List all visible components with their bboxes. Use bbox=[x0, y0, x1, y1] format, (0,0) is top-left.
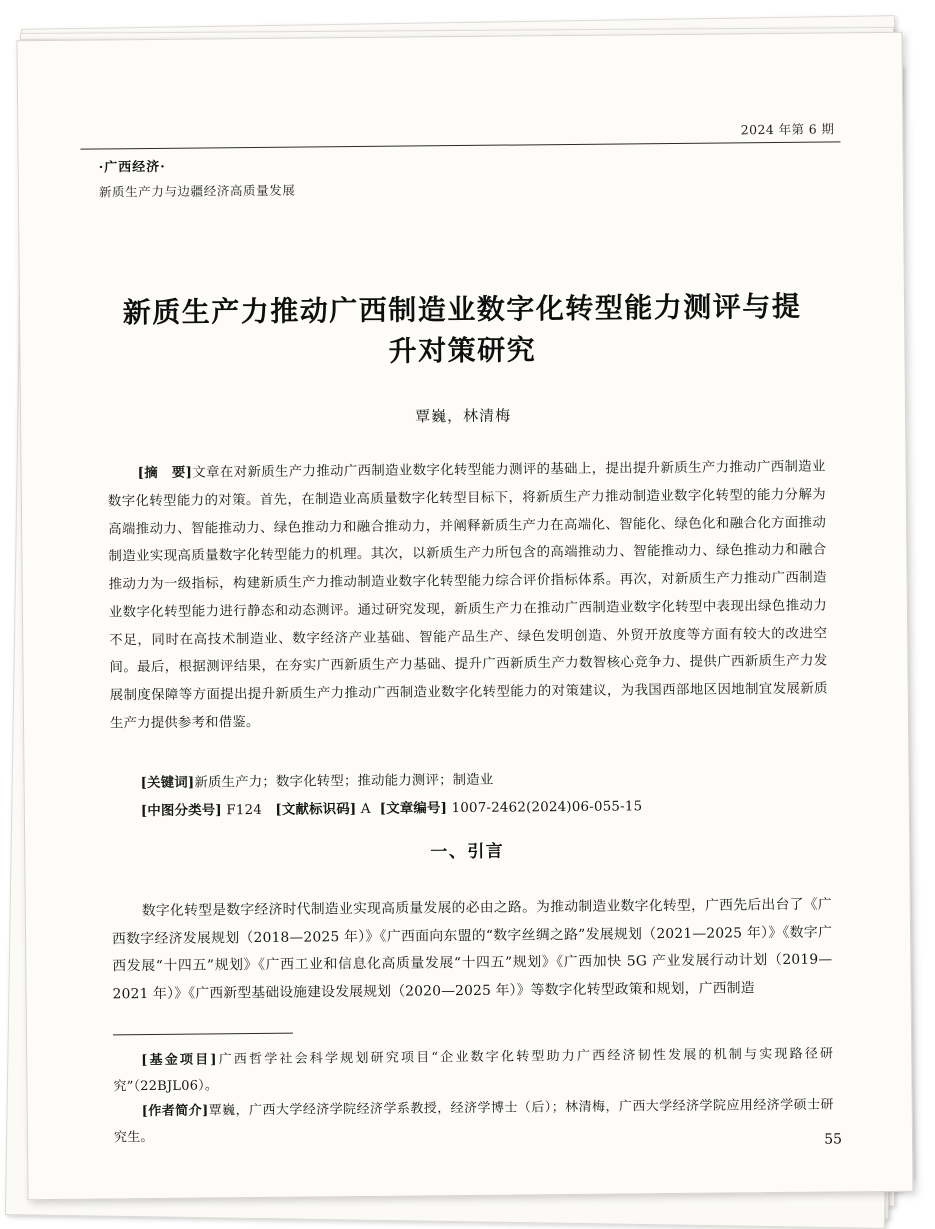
clc-value: F124 bbox=[226, 802, 263, 819]
article-id-value: 1007-2462(2024)06-055-15 bbox=[451, 799, 643, 817]
doc-code-label: [文献标识码] bbox=[275, 801, 357, 818]
footnote-author-text: 覃巍，广西大学经济学院经济学系教授，经济学博士（后）；林清梅，广西大学经济学院应用经济学硕士研究生。 bbox=[113, 1097, 834, 1146]
abstract-text: 文章在对新质生产力推动广西制造业数字化转型能力测评的基础上，提出提升新质生产力推动广西制造业数字化转型能力的对策。首先，在制造业高质量数字化转型目标下，将新质生产力推动制造业数字化转型的能力分解为高端推动力、智能推动力、绿色推动力和融合推动力，并阐释新质生产力在高端化、智能化、绿色化和融合化方面推动制造业实现高质量数字化转型能力的机理。其次，以新质生产力所包含的高端推动力、智能推动力、绿色推动力和融合推动力为一级指标，构建新质生产力推动制造业数字化转型能力综合评价指标体系。再次，对新质生产力推动广西制造业数字化转型能力进行静态和动态测评。通过研究发现，新质生产力在推动广西制造业数字化转型中表现出绿色推动力不足，同时在高技术制造业、数字经济产业基础、智能产品生产、绿色发明创造、外贸开放度等方面有较大的改进空间。最后，根据测评结果，在夯实广西新质生产力基础、提升广西新质生产力数智核心竞争力、提供广西新质生产力发展制度保障等方面提出提升新质生产力推动广西制造业数字化转型能力的对策建议，为我国西部地区因地制宜发展新质生产力提供参考和借鉴。 bbox=[107, 459, 828, 732]
issue-label: 2024 年第 6 期 bbox=[740, 121, 835, 138]
journal-page bbox=[16, 32, 913, 1200]
abstract-label: [摘 要] bbox=[137, 464, 193, 482]
keywords-label: [关键词] bbox=[140, 774, 195, 792]
footnote-funding-label: [基金项目] bbox=[141, 1052, 217, 1069]
header-divider bbox=[80, 141, 840, 149]
classification-block bbox=[111, 792, 829, 827]
footnote-author-bio bbox=[114, 1093, 834, 1151]
footnote-block bbox=[113, 1041, 834, 1151]
abstract-block bbox=[107, 454, 828, 738]
column-name: 新质生产力与边疆经济高质量发展 bbox=[98, 182, 296, 200]
footnote-divider bbox=[113, 1033, 293, 1036]
body-paragraph: 数字化转型是数字经济时代制造业实现高质量发展的必由之路。为推动制造业数字化转型，广西先后出台了《广西数字经济发展规划（2018—2025 年）》《广西面向东盟的“数字丝绸之路”发展规划（2021—2025 年）》《数字广西发展“十四五”规划》《广西工业和信息化高质量发展“十四五”规划》《广西加快 5G 产业发展行动计划（2019—2021 年）》《广西新型基础设施建设发展规划（2020—2025 年）》等数字化转型政策和规划，广西制造 bbox=[112, 896, 833, 1003]
doc-code-value: A bbox=[360, 801, 371, 818]
page-title: 新质生产力推动广西制造业数字化转型能力测评与提升对策研究 bbox=[122, 289, 802, 369]
section-heading: 一、引言 bbox=[430, 841, 505, 863]
footnote-funding bbox=[113, 1041, 833, 1099]
clc-label: [中图分类号] bbox=[140, 802, 222, 820]
article-id-label: [文章编号] bbox=[379, 800, 448, 817]
keywords-text: 新质生产力；数字化转型；推动能力测评；制造业 bbox=[194, 772, 494, 791]
journal-name: ·广西经济· bbox=[98, 159, 166, 176]
page-number: 55 bbox=[824, 1131, 843, 1148]
author-list: 覃巍，林清梅 bbox=[414, 406, 512, 426]
footnote-funding-text: 广西哲学社会科学规划研究项目“企业数字化转型助力广西经济韧性发展的机制与实现路径研究”（22BJL06）。 bbox=[113, 1046, 834, 1095]
footnote-author-label: [作者简介] bbox=[141, 1103, 209, 1120]
